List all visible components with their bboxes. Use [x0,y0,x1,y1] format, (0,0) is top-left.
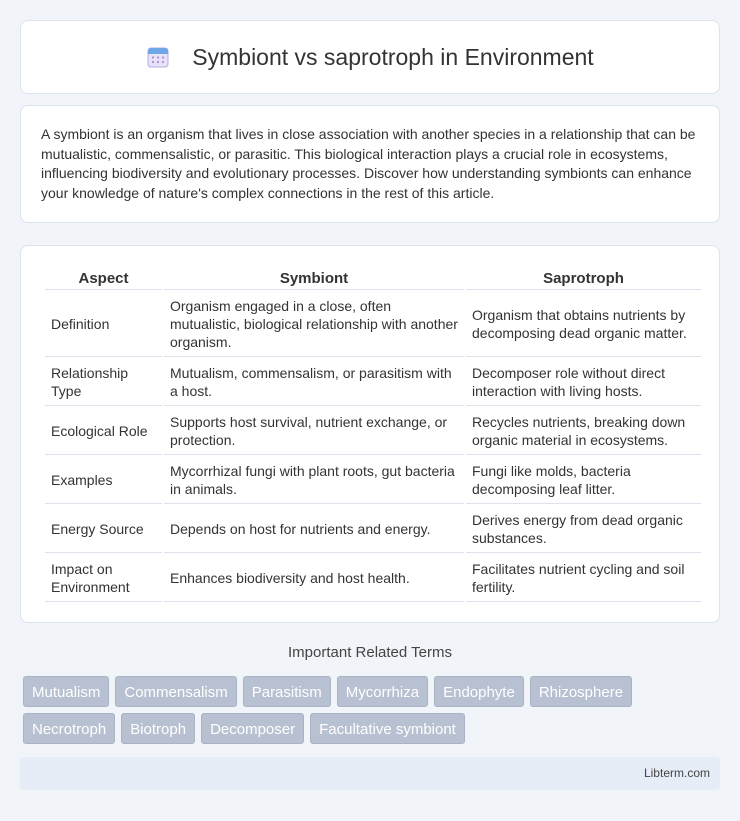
tag-commensalism[interactable]: Commensalism [115,676,236,707]
header-saprotroph: Saprotroph [466,267,701,290]
row-symbiont: Mutualism, commensalism, or parasitism with a host. [164,359,464,406]
row-symbiont: Mycorrhizal fungi with plant roots, gut bacteria in animals. [164,457,464,504]
row-saprotroph: Organism that obtains nutrients by decomposing dead organic matter. [466,292,701,357]
row-saprotroph: Derives energy from dead organic substances. [466,506,701,553]
footer [20,757,720,790]
tag-mycorrhiza[interactable]: Mycorrhiza [337,676,428,707]
tag-endophyte[interactable]: Endophyte [434,676,524,707]
row-aspect: Definition [45,292,162,357]
intro-text: A symbiont is an organism that lives in close association with another species in a relationship that can be mutualistic, commensalistic, or parasitic. This biological interaction plays a crucial role in ecosystems, influencing biodiversity and evolutionary processes. Discover how understanding symbionts can enhance your knowledge of nature's complex connections in the rest of this article. [41,126,696,201]
table-row [45,292,701,357]
header-symbiont: Symbiont [164,267,464,290]
comparison-table [43,265,703,604]
row-saprotroph: Decomposer role without direct interaction with living hosts. [466,359,701,406]
row-aspect: Examples [45,457,162,504]
intro-card [20,105,720,223]
tag-rhizosphere[interactable]: Rhizosphere [530,676,632,707]
tag-facultative-symbiont[interactable]: Facultative symbiont [310,713,465,744]
row-aspect: Impact on Environment [45,555,162,602]
related-terms-tags [23,676,723,744]
row-symbiont: Organism engaged in a close, often mutualistic, biological relationship with another organism. [164,292,464,357]
row-symbiont: Supports host survival, nutrient exchange, or protection. [164,408,464,455]
row-saprotroph: Facilitates nutrient cycling and soil fertility. [466,555,701,602]
table-header-row [45,267,701,290]
header-aspect: Aspect [45,267,162,290]
tag-biotroph[interactable]: Biotroph [121,713,195,744]
table-row [45,359,701,406]
tag-parasitism[interactable]: Parasitism [243,676,331,707]
tag-decomposer[interactable]: Decomposer [201,713,304,744]
table-row [45,555,701,602]
table-row [45,506,701,553]
row-aspect: Relationship Type [45,359,162,406]
row-saprotroph: Fungi like molds, bacteria decomposing leaf litter. [466,457,701,504]
footer-site-link[interactable]: Libterm.com [643,766,710,780]
table-row [45,408,701,455]
row-symbiont: Depends on host for nutrients and energy. [164,506,464,553]
related-terms-title: Important Related Terms [288,644,452,661]
comparison-table-card [20,245,720,623]
row-aspect: Ecological Role [45,408,162,455]
tag-mutualism[interactable]: Mutualism [23,676,109,707]
table-row [45,457,701,504]
row-aspect: Energy Source [45,506,162,553]
calendar-icon [146,45,170,69]
row-symbiont: Enhances biodiversity and host health. [164,555,464,602]
tag-necrotroph[interactable]: Necrotroph [23,713,115,744]
page-title: Symbiont vs saprotroph in Environment [192,43,594,70]
header-card [20,20,720,94]
row-saprotroph: Recycles nutrients, breaking down organic material in ecosystems. [466,408,701,455]
